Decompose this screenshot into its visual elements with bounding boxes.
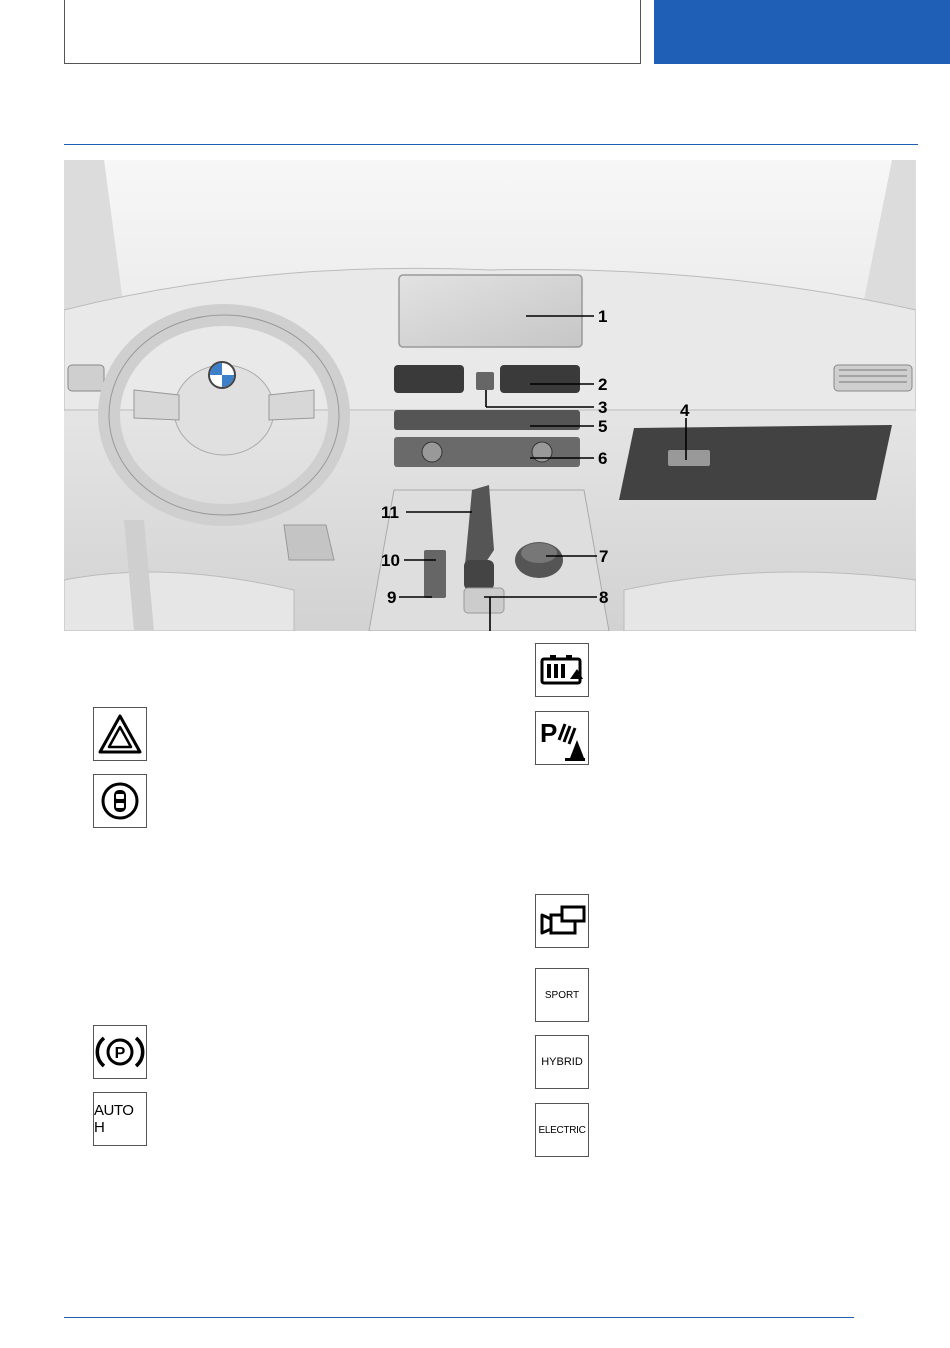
callout-9: 9 bbox=[387, 588, 397, 607]
callout-1: 1 bbox=[598, 307, 608, 326]
hazard-warning-triangle-icon bbox=[93, 707, 147, 761]
svg-text:P: P bbox=[114, 1045, 126, 1062]
camera-icon bbox=[535, 894, 589, 948]
auto-hold-icon bbox=[93, 1092, 147, 1146]
callout-7: 7 bbox=[599, 547, 609, 566]
callout-5: 5 bbox=[598, 417, 608, 436]
battery-icon bbox=[535, 643, 589, 697]
callout-2: 2 bbox=[598, 375, 608, 394]
callout-4: 4 bbox=[680, 401, 690, 420]
sport-label: SPORT bbox=[544, 989, 580, 1001]
top-rule bbox=[64, 144, 918, 145]
header-box bbox=[64, 0, 641, 64]
central-locking-icon bbox=[93, 774, 147, 828]
svg-text:P: P bbox=[540, 718, 558, 748]
sport-mode-icon bbox=[535, 968, 589, 1022]
callout-10: 10 bbox=[381, 551, 400, 570]
electric-label: ELECTRIC bbox=[538, 1124, 586, 1136]
hybrid-mode-icon bbox=[535, 1035, 589, 1089]
park-distance-control-icon bbox=[535, 711, 589, 765]
callout-8: 8 bbox=[599, 588, 609, 607]
parking-brake-icon bbox=[93, 1025, 147, 1079]
footer-rule bbox=[64, 1317, 854, 1318]
callout-6: 6 bbox=[598, 449, 608, 468]
chapter-tab bbox=[654, 0, 950, 64]
cockpit-illustration bbox=[64, 160, 916, 631]
callout-11: 11 bbox=[381, 503, 399, 522]
electric-mode-icon bbox=[535, 1103, 589, 1157]
callout-3: 3 bbox=[598, 398, 608, 417]
auto-h-label: AUTO H bbox=[94, 1102, 134, 1136]
hybrid-label: HYBRID bbox=[541, 1056, 583, 1068]
